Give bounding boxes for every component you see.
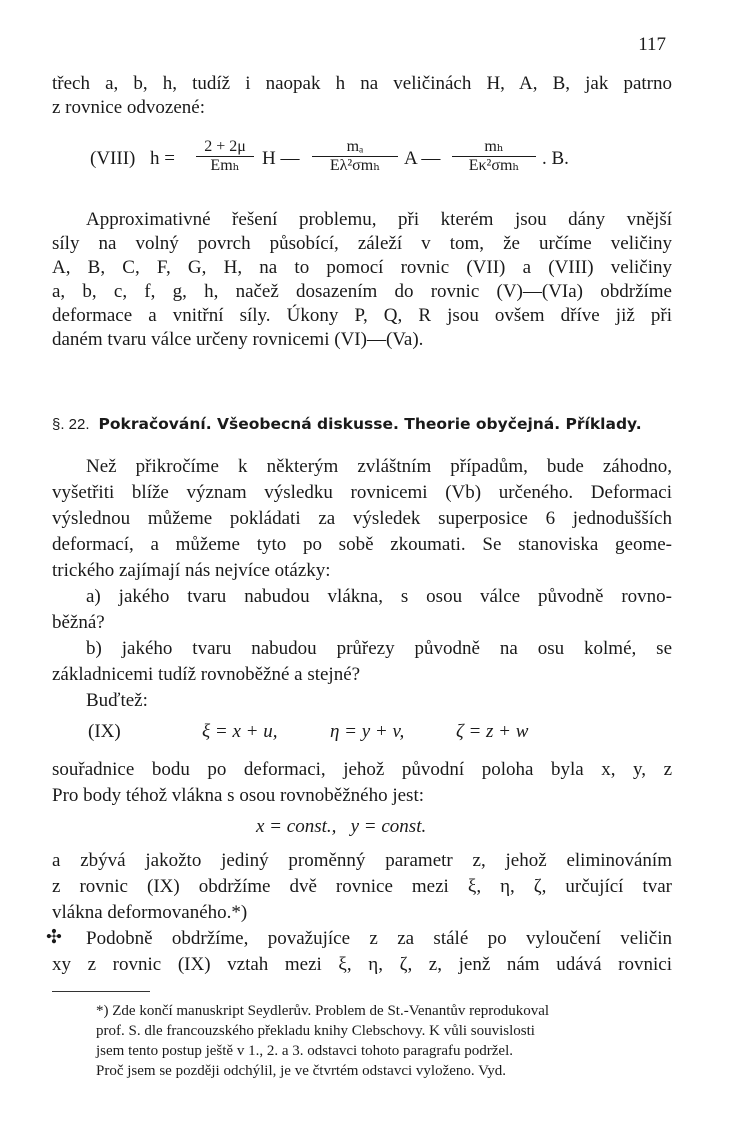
eq8-term-3: . B. [542, 148, 569, 169]
para1-line-3: A, B, C, F, G, H, na to pomocí rovnic (VII) a (VIII) veličiny [52, 257, 672, 278]
page-number: 117 [638, 34, 666, 55]
para1-line-6: daném tvaru válce určeny rovnicemi (VI)—(Va). [52, 329, 424, 350]
const-equation: x = const., y = const. [256, 816, 427, 837]
para4-line-3: vlákna deformovaného.*) [52, 902, 248, 923]
eq8-fraction-1 [196, 138, 254, 175]
question-b-line-1: b) jakého tvaru nabudou průřezy původně na osu kolmé, se [86, 638, 672, 659]
eq8-term-1: H — [262, 148, 300, 169]
eq9-eta: η = y + v, [330, 721, 405, 742]
footnote-line-1: *) Zde končí manuskript Seydlerův. Problem de St.-Venantův reprodukoval [96, 1003, 550, 1019]
eq8-f3-num: mₕ [452, 138, 536, 157]
eq8-f2-den: Eλ²σmₕ [329, 157, 381, 174]
para4-line-2: z rovnic (IX) obdržíme dvě rovnice mezi ξ, η, ζ, určující tvar [52, 876, 672, 897]
eq9-zeta: ζ = z + w [456, 721, 529, 742]
para5-line-1: Podobně obdržíme, považujíce z za stálé po vyloučení veličin [86, 928, 672, 949]
eq8-f1-num: 2 + 2μ [196, 138, 254, 157]
section-number: §. 22. [52, 416, 90, 433]
eq8-f2-num: mₐ [312, 138, 398, 157]
intro-line-1: třech a, b, h, tudíž i naopak h na veličinách H, A, B, jak patrno [52, 73, 672, 94]
eq9-label: (IX) [88, 721, 121, 742]
eq8-label: (VIII) [90, 148, 136, 169]
para1-line-4: a, b, c, f, g, h, načež dosazením do rovnic (V)—(VIa) obdržíme [52, 281, 672, 302]
para1-line-2: síly na volný povrch působící, záleží v tom, že určíme veličiny [52, 233, 672, 254]
para2-line-5: trického zajímají nás nejvíce otázky: [52, 560, 331, 581]
section-heading [52, 411, 672, 437]
eq8-lhs: h = [150, 148, 175, 169]
question-b-line-2: základnicemi tudíž rovnoběžné a stejné? [52, 664, 361, 685]
footnote-rule [52, 991, 150, 992]
footnote-line-3: jsem tento postup ještě v 1., 2. a 3. odstavci tohoto paragrafu podržel. [96, 1043, 513, 1059]
para2-line-2: vyšetřiti blíže význam výsledku rovnicemi (Vb) určeného. Deformaci [52, 482, 672, 503]
para2-line-1: Než přikročíme k některým zvláštním případům, bude záhodno, [86, 456, 672, 477]
question-a-line-2: běžná? [52, 612, 105, 633]
para1-line-5: deformace a vnitřní síly. Úkony P, Q, R jsou ovšem dříve již při [52, 305, 672, 326]
question-a-line-1: a) jakého tvaru nabudou vlákna, s osou válce původně rovno- [86, 586, 672, 607]
eq9-xi: ξ = x + u, [202, 721, 278, 742]
budtez-line: Buďtež: [86, 690, 148, 711]
eq8-fraction-2 [312, 138, 398, 175]
para2-line-3: výslednou můžeme pokládati za výsledek superposice 6 jednodušších [52, 508, 672, 529]
para2-line-4: deformací, a můžeme tyto po sobě zkoumati. Se stanoviska geome- [52, 534, 672, 555]
eq8-f3-den: Eκ²σmₕ [468, 157, 520, 174]
para4-line-1: a zbývá jakožto jediný proměnný parametr z, jehož eliminováním [52, 850, 672, 871]
para5-line-2: xy z rovnic (IX) vztah mezi ξ, η, ζ, z, jenž nám udává rovnici [52, 954, 672, 975]
footnote-line-2: prof. S. dle francouzského překladu knihy Clebschovy. K vůli souvislosti [96, 1023, 535, 1039]
intro-line-2: z rovnice odvozené: [52, 97, 205, 118]
para3-line-1: souřadnice bodu po deformaci, jehož původní poloha byla x, y, z [52, 759, 672, 780]
eq8-term-2: A — [404, 148, 441, 169]
section-title: Pokračování. Všeobecná diskusse. Theorie obyčejná. Příklady. [98, 415, 642, 433]
eq8-f1-den: Emₕ [210, 157, 240, 174]
paragraph-mark: ✣ [46, 927, 62, 948]
para1-line-1: Approximativné řešení problemu, při kterém jsou dány vnější [86, 209, 672, 230]
eq8-fraction-3 [452, 138, 536, 175]
para3-line-2: Pro body téhož vlákna s osou rovnoběžného jest: [52, 785, 425, 806]
footnote-line-4: Proč jsem se později odchýlil, je ve čtvrtém odstavci vyloženo. Vyd. [96, 1063, 507, 1079]
